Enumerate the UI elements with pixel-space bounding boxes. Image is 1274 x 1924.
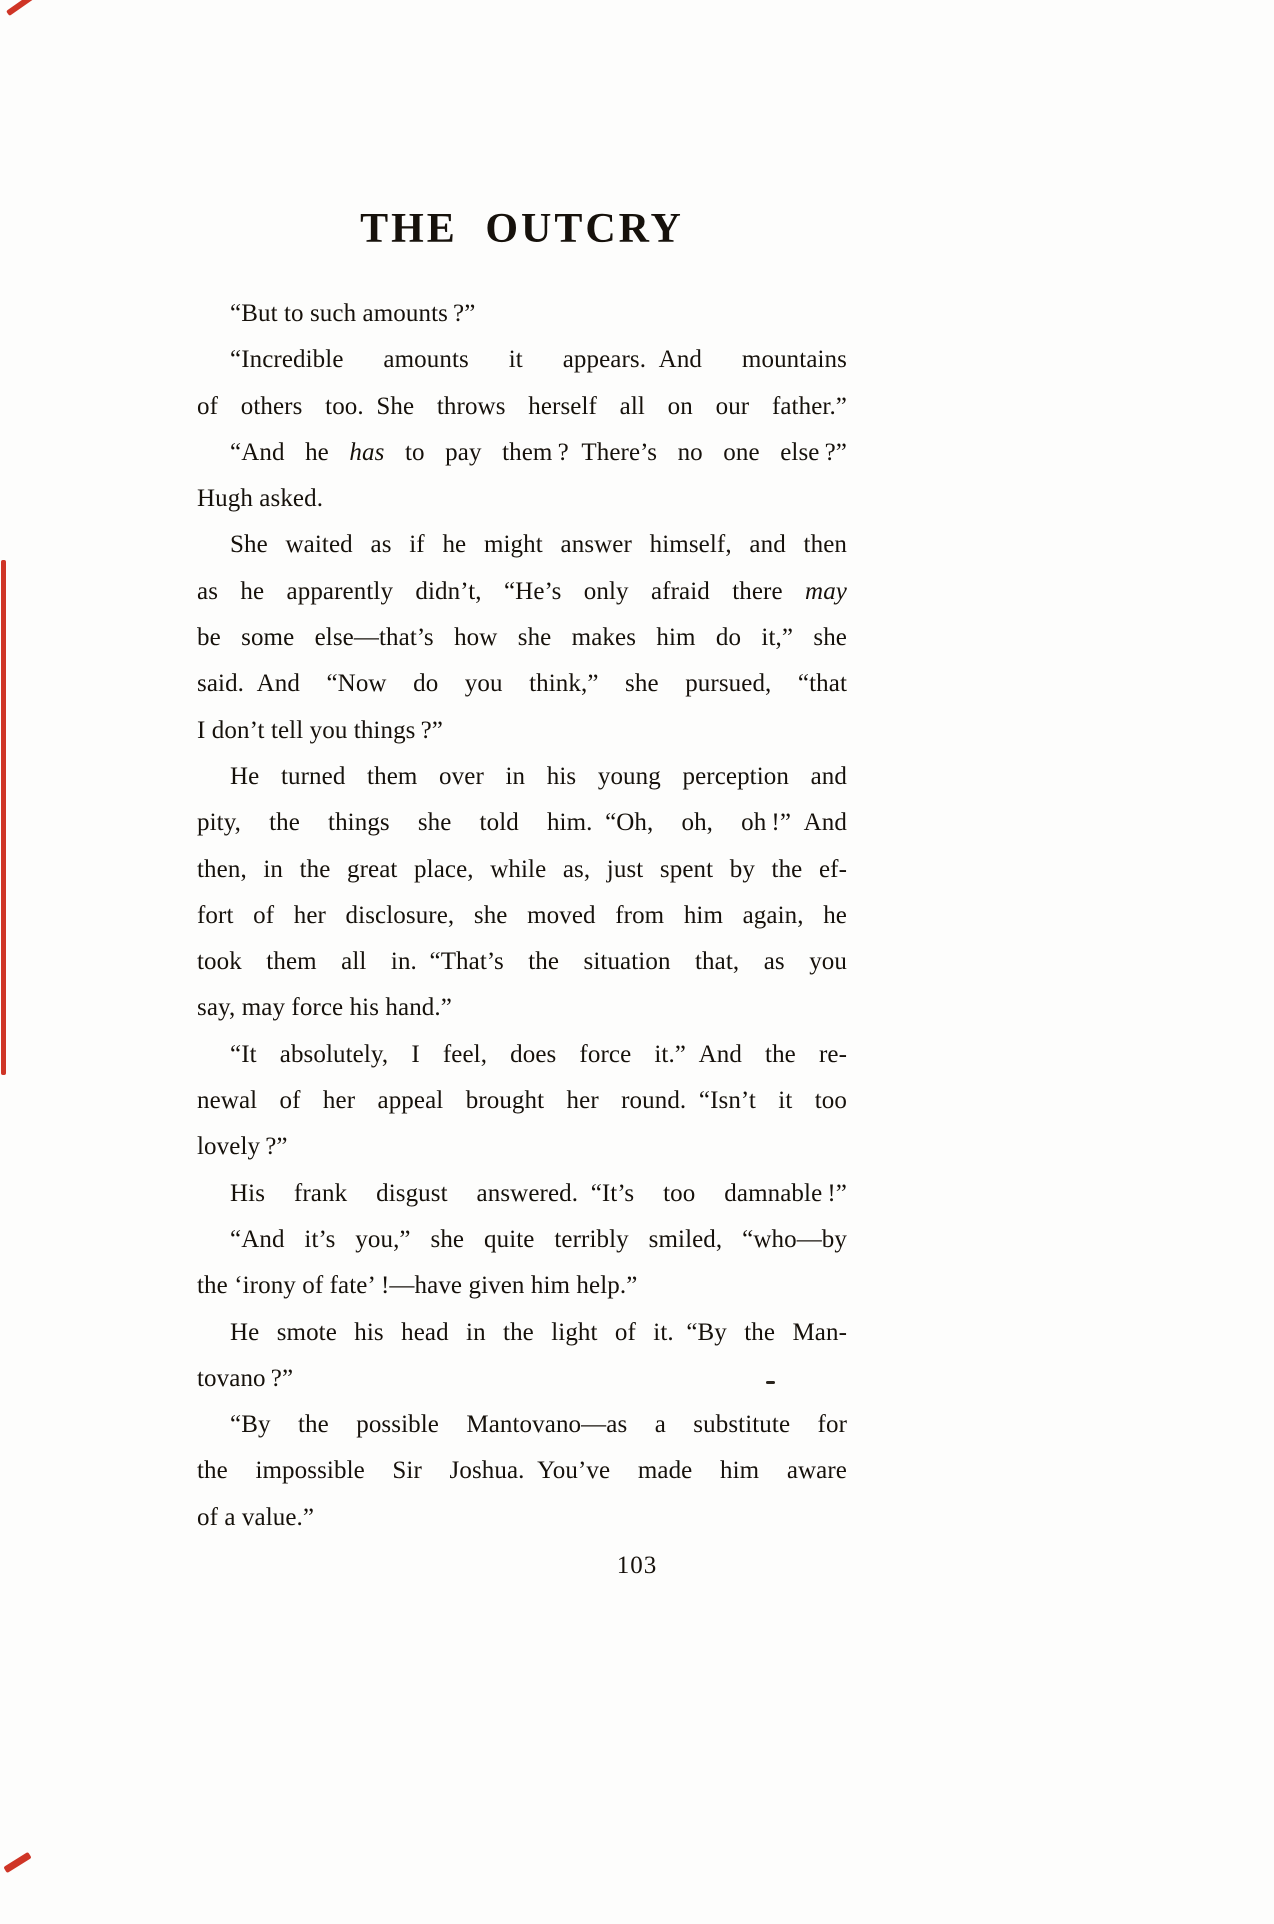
red-scan-mark-bottom-left <box>3 1852 31 1873</box>
text-line: lovely ?” <box>197 1133 288 1161</box>
text-line: the ‘irony of fate’ !—have given him help.” <box>197 1272 638 1300</box>
text-line: tovano ?” <box>197 1364 294 1392</box>
text-line: took them all in. “That’s the situation that, as you <box>197 948 847 976</box>
text-line: He smote his head in the light of it. “By the Man- <box>230 1318 847 1346</box>
text-line: She waited as if he might answer himself, and then <box>230 531 847 559</box>
body-text <box>197 291 847 1541</box>
paragraph <box>197 1171 847 1217</box>
paragraph <box>197 522 847 753</box>
text-line: Hugh asked. <box>197 485 324 513</box>
text-line: then, in the great place, while as, just spent by the ef- <box>197 855 847 883</box>
page-title: THE OUTCRY <box>360 206 684 252</box>
text-line: “And it’s you,” she quite terribly smiled, “who—by <box>230 1225 847 1253</box>
text-line: “Incredible amounts it appears. And mountains <box>230 346 847 374</box>
text-line: “And he has to pay them ? There’s no one else ?” <box>230 438 847 466</box>
text-line: I don’t tell you things ?” <box>197 716 443 744</box>
ink-speck <box>766 1381 775 1384</box>
text-line: of others too. She throws herself all on our father.” <box>197 392 847 420</box>
paragraph <box>197 430 847 523</box>
text-line: His frank disgust answered. “It’s too damnable !” <box>230 1179 847 1207</box>
text-line: pity, the things she told him. “Oh, oh, oh !” And <box>197 809 847 837</box>
text-line: fort of her disclosure, she moved from him again, he <box>197 901 847 929</box>
red-scan-mark-left-edge <box>1 560 6 1075</box>
text-line: be some else—that’s how she makes him do it,” she <box>197 624 847 652</box>
paragraph <box>197 1217 847 1310</box>
text-line: newal of her appeal brought her round. “Isn’t it too <box>197 1087 847 1115</box>
text-line: He turned them over in his young perception and <box>230 762 847 790</box>
page-number: 103 <box>616 1552 658 1579</box>
paragraph <box>197 337 847 430</box>
paragraph <box>197 1402 847 1541</box>
text-line: as he apparently didn’t, “He’s only afraid there may <box>197 577 847 605</box>
text-line: “But to such amounts ?” <box>230 300 476 327</box>
paragraph <box>197 291 847 337</box>
paragraph <box>197 1032 847 1171</box>
text-line: said. And “Now do you think,” she pursued, “that <box>197 670 847 698</box>
text-line: “It absolutely, I feel, does force it.” And the re- <box>230 1040 847 1068</box>
text-line: the impossible Sir Joshua. You’ve made him aware <box>197 1457 847 1485</box>
paragraph <box>197 1310 847 1403</box>
red-scan-mark-top-left <box>6 0 34 16</box>
text-line: of a value.” <box>197 1503 315 1531</box>
text-line: “By the possible Mantovano—as a substitute for <box>230 1411 847 1439</box>
paragraph <box>197 754 847 1032</box>
text-line: say, may force his hand.” <box>197 994 452 1022</box>
